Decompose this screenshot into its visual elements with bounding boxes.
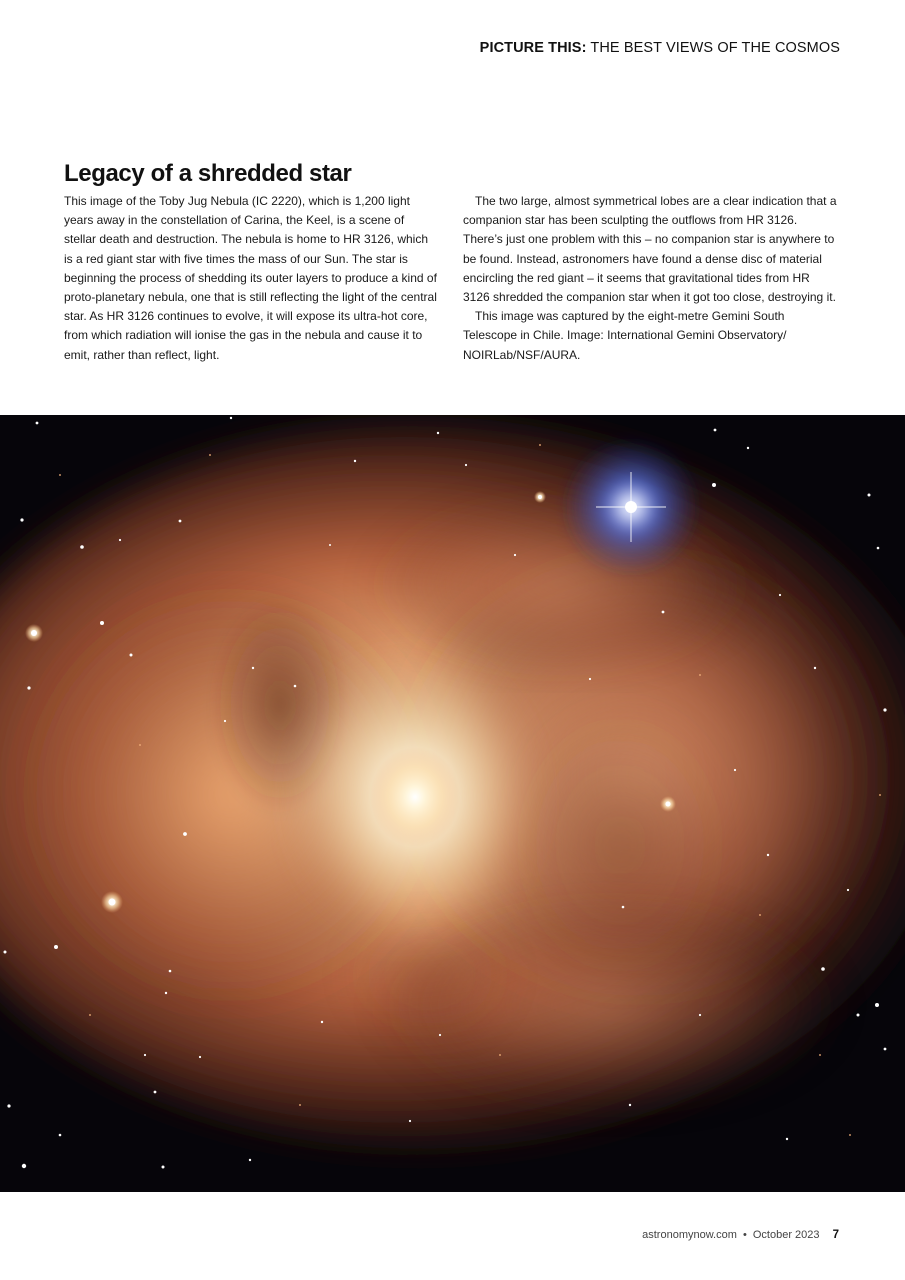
section-label: PICTURE THIS: <box>479 40 587 56</box>
footer-separator: • <box>742 1229 747 1241</box>
image-credit-paragraph: This image was captured by the eight-metre Gemini South Telescope in Chile. Image: International Gemini Observatory/ NOIRLab/NSF/AURA. <box>463 309 787 362</box>
running-header <box>480 40 840 56</box>
nebula-photo <box>0 415 905 1192</box>
section-subtitle: THE BEST VIEWS OF THE COSMOS <box>590 40 840 56</box>
site-url: astronomynow.com <box>642 1229 737 1241</box>
article-title: Legacy of a shredded star <box>64 160 352 187</box>
toby-jug-nebula-image <box>0 415 905 1192</box>
article-column-left <box>64 192 439 365</box>
issue-date: October 2023 <box>752 1229 820 1241</box>
article-column-right <box>463 192 838 365</box>
body-paragraph: The two large, almost symmetrical lobes are a clear indication that a companion star has been sculpting the outflows from HR 3126. There’s just one problem with this – no companion star is anywhere to be found. Instead, astronomers have found a dense disc of material encircling the red giant – it seems that gravitational tides from HR 3126 shredded the companion star when it got too close, destroying it. <box>463 194 837 305</box>
body-paragraph: This image of the Toby Jug Nebula (IC 2220), which is 1,200 light years away in the constellation of Carina, the Keel, is a scene of stellar death and destruction. The nebula is home to HR 3126, which is a red giant star with five times the mass of our Sun. The star is beginning the process of shedding its outer layers to produce a kind of proto-planetary nebula, one that is still reflecting the light of the central star. As HR 3126 continues to evolve, it will expose its ultra-hot core, from which radiation will ionise the gas in the nebula and cause it to emit, rather than reflect, light. <box>64 194 437 362</box>
page-number: 7 <box>832 1229 839 1241</box>
page-footer <box>642 1229 839 1241</box>
